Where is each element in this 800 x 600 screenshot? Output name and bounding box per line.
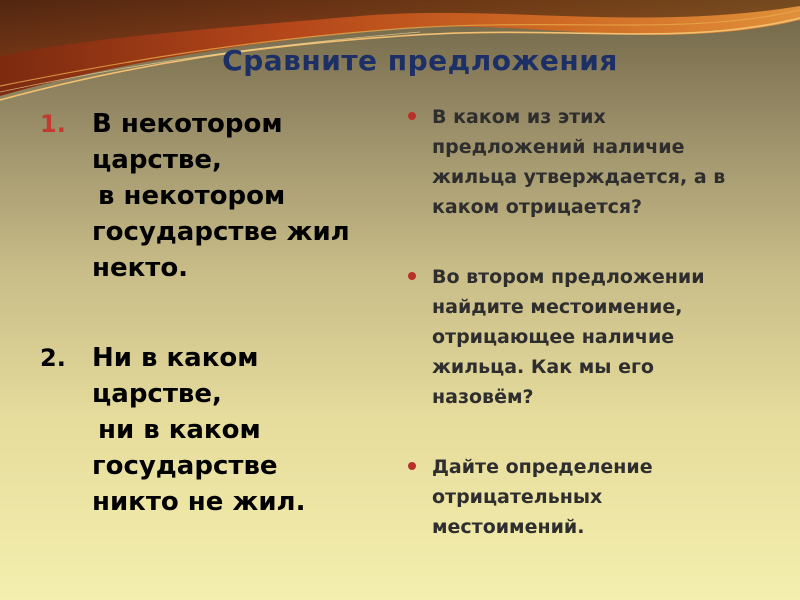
question-line: найдите местоимение, [432,296,683,318]
question-text [432,262,705,412]
sentence-line: царстве, [92,379,222,409]
question-line: местоимений. [432,516,585,538]
question-line: отрицающее наличие [432,326,675,348]
question-line: Дайте определение [432,456,653,478]
bullet-dot-icon [408,462,416,470]
bullet-dot-icon [408,112,416,120]
question-line: В каком из этих [432,106,606,128]
sentence-number: 1. [40,110,66,138]
question-3 [408,452,788,542]
question-line: назовём? [432,386,534,408]
question-line: жильца. Как мы его [432,356,654,378]
sentence-1 [40,106,400,286]
sentence-line: Ни в каком [92,343,259,373]
slide-title: Сравните предложения [222,44,618,77]
sentence-line: государстве [92,451,278,481]
question-line: каком отрицается? [432,196,643,218]
sentence-line: государстве жил [92,217,350,247]
question-text [432,452,653,542]
question-line: отрицательных [432,486,603,508]
sentence-2 [40,340,400,520]
question-line: Во втором предложении [432,266,705,288]
sentence-line: царстве, [92,145,222,175]
sentence-line: В некотором [92,109,283,139]
questions-list [408,102,788,582]
bullet-dot-icon [408,272,416,280]
sentence-line: в некотором [98,181,286,211]
question-line: жильца утверждается, а в [432,166,726,188]
sentence-line: ни в каком [98,415,261,445]
sentence-number: 2. [40,344,66,372]
sentence-text [92,106,392,286]
sentence-text [92,340,392,520]
sentence-line: никто не жил. [92,487,306,517]
question-2 [408,262,788,412]
question-text [432,102,725,222]
sentences-list [40,106,400,520]
question-1 [408,102,788,222]
question-line: предложений наличие [432,136,685,158]
sentence-line: некто. [92,253,189,283]
